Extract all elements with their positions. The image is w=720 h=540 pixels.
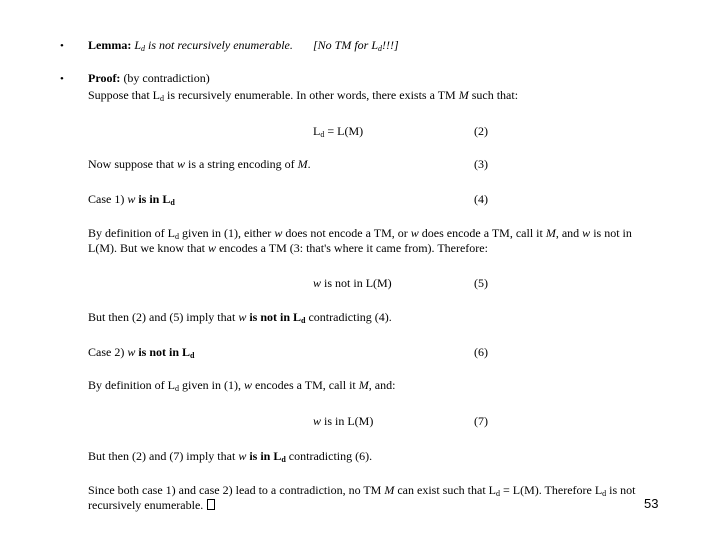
- proof-heading: Proof: (by contradiction): [88, 71, 210, 85]
- case-2-paragraph: By definition of $L_d$ given in (1), w encodes a TM, call it M, and:: [88, 378, 396, 393]
- bullet: •: [60, 73, 64, 85]
- case-1-heading: Case 1) w is in $L_d$: [88, 192, 175, 207]
- equation-number: (5): [474, 276, 488, 290]
- equation-7: w is in L(M): [313, 414, 374, 428]
- lemma-note: [No TM for $L_d$!!!]: [313, 38, 399, 53]
- case-1-contradiction: But then (2) and (5) imply that w is not in $L_d$ contradicting (4).: [88, 310, 392, 325]
- equation-number: (4): [474, 192, 488, 206]
- page-number: 53: [644, 496, 659, 511]
- qed-box: [207, 499, 215, 510]
- lemma-statement: Lemma: $L_d$ is not recursively enumerable.: [88, 38, 293, 53]
- proof-supposition: Suppose that $L_d$ is recursively enumerable. In other words, there exists a TM M such that:: [88, 88, 519, 103]
- equation-2: $L_d = L(M)$: [313, 124, 364, 139]
- equation-number: (7): [474, 414, 488, 428]
- conclusion-paragraph: Since both case 1) and case 2) lead to a contradiction, no TM M can exist such that $L_d = L(M)$. Therefore $L_d$ is not recursively enumerable.: [88, 483, 636, 512]
- equation-5: w is not in L(M): [313, 276, 392, 290]
- case-1-paragraph: By definition of $L_d$ given in (1), either w does not encode a TM, or w does encode a TM, call it M, and w is not in L(M). But we know that w encodes a TM (3: that's where it came from). Therefore:: [88, 226, 632, 255]
- case-2-heading: Case 2) w is not in $L_d$: [88, 345, 195, 360]
- equation-number: (2): [474, 124, 488, 138]
- bullet: •: [60, 40, 64, 52]
- case-2-contradiction: But then (2) and (7) imply that w is in $L_d$ contradicting (6).: [88, 449, 373, 464]
- equation-number: (3): [474, 157, 488, 171]
- equation-number: (6): [474, 345, 488, 359]
- encoding-statement: Now suppose that w is a string encoding of M.: [88, 157, 311, 171]
